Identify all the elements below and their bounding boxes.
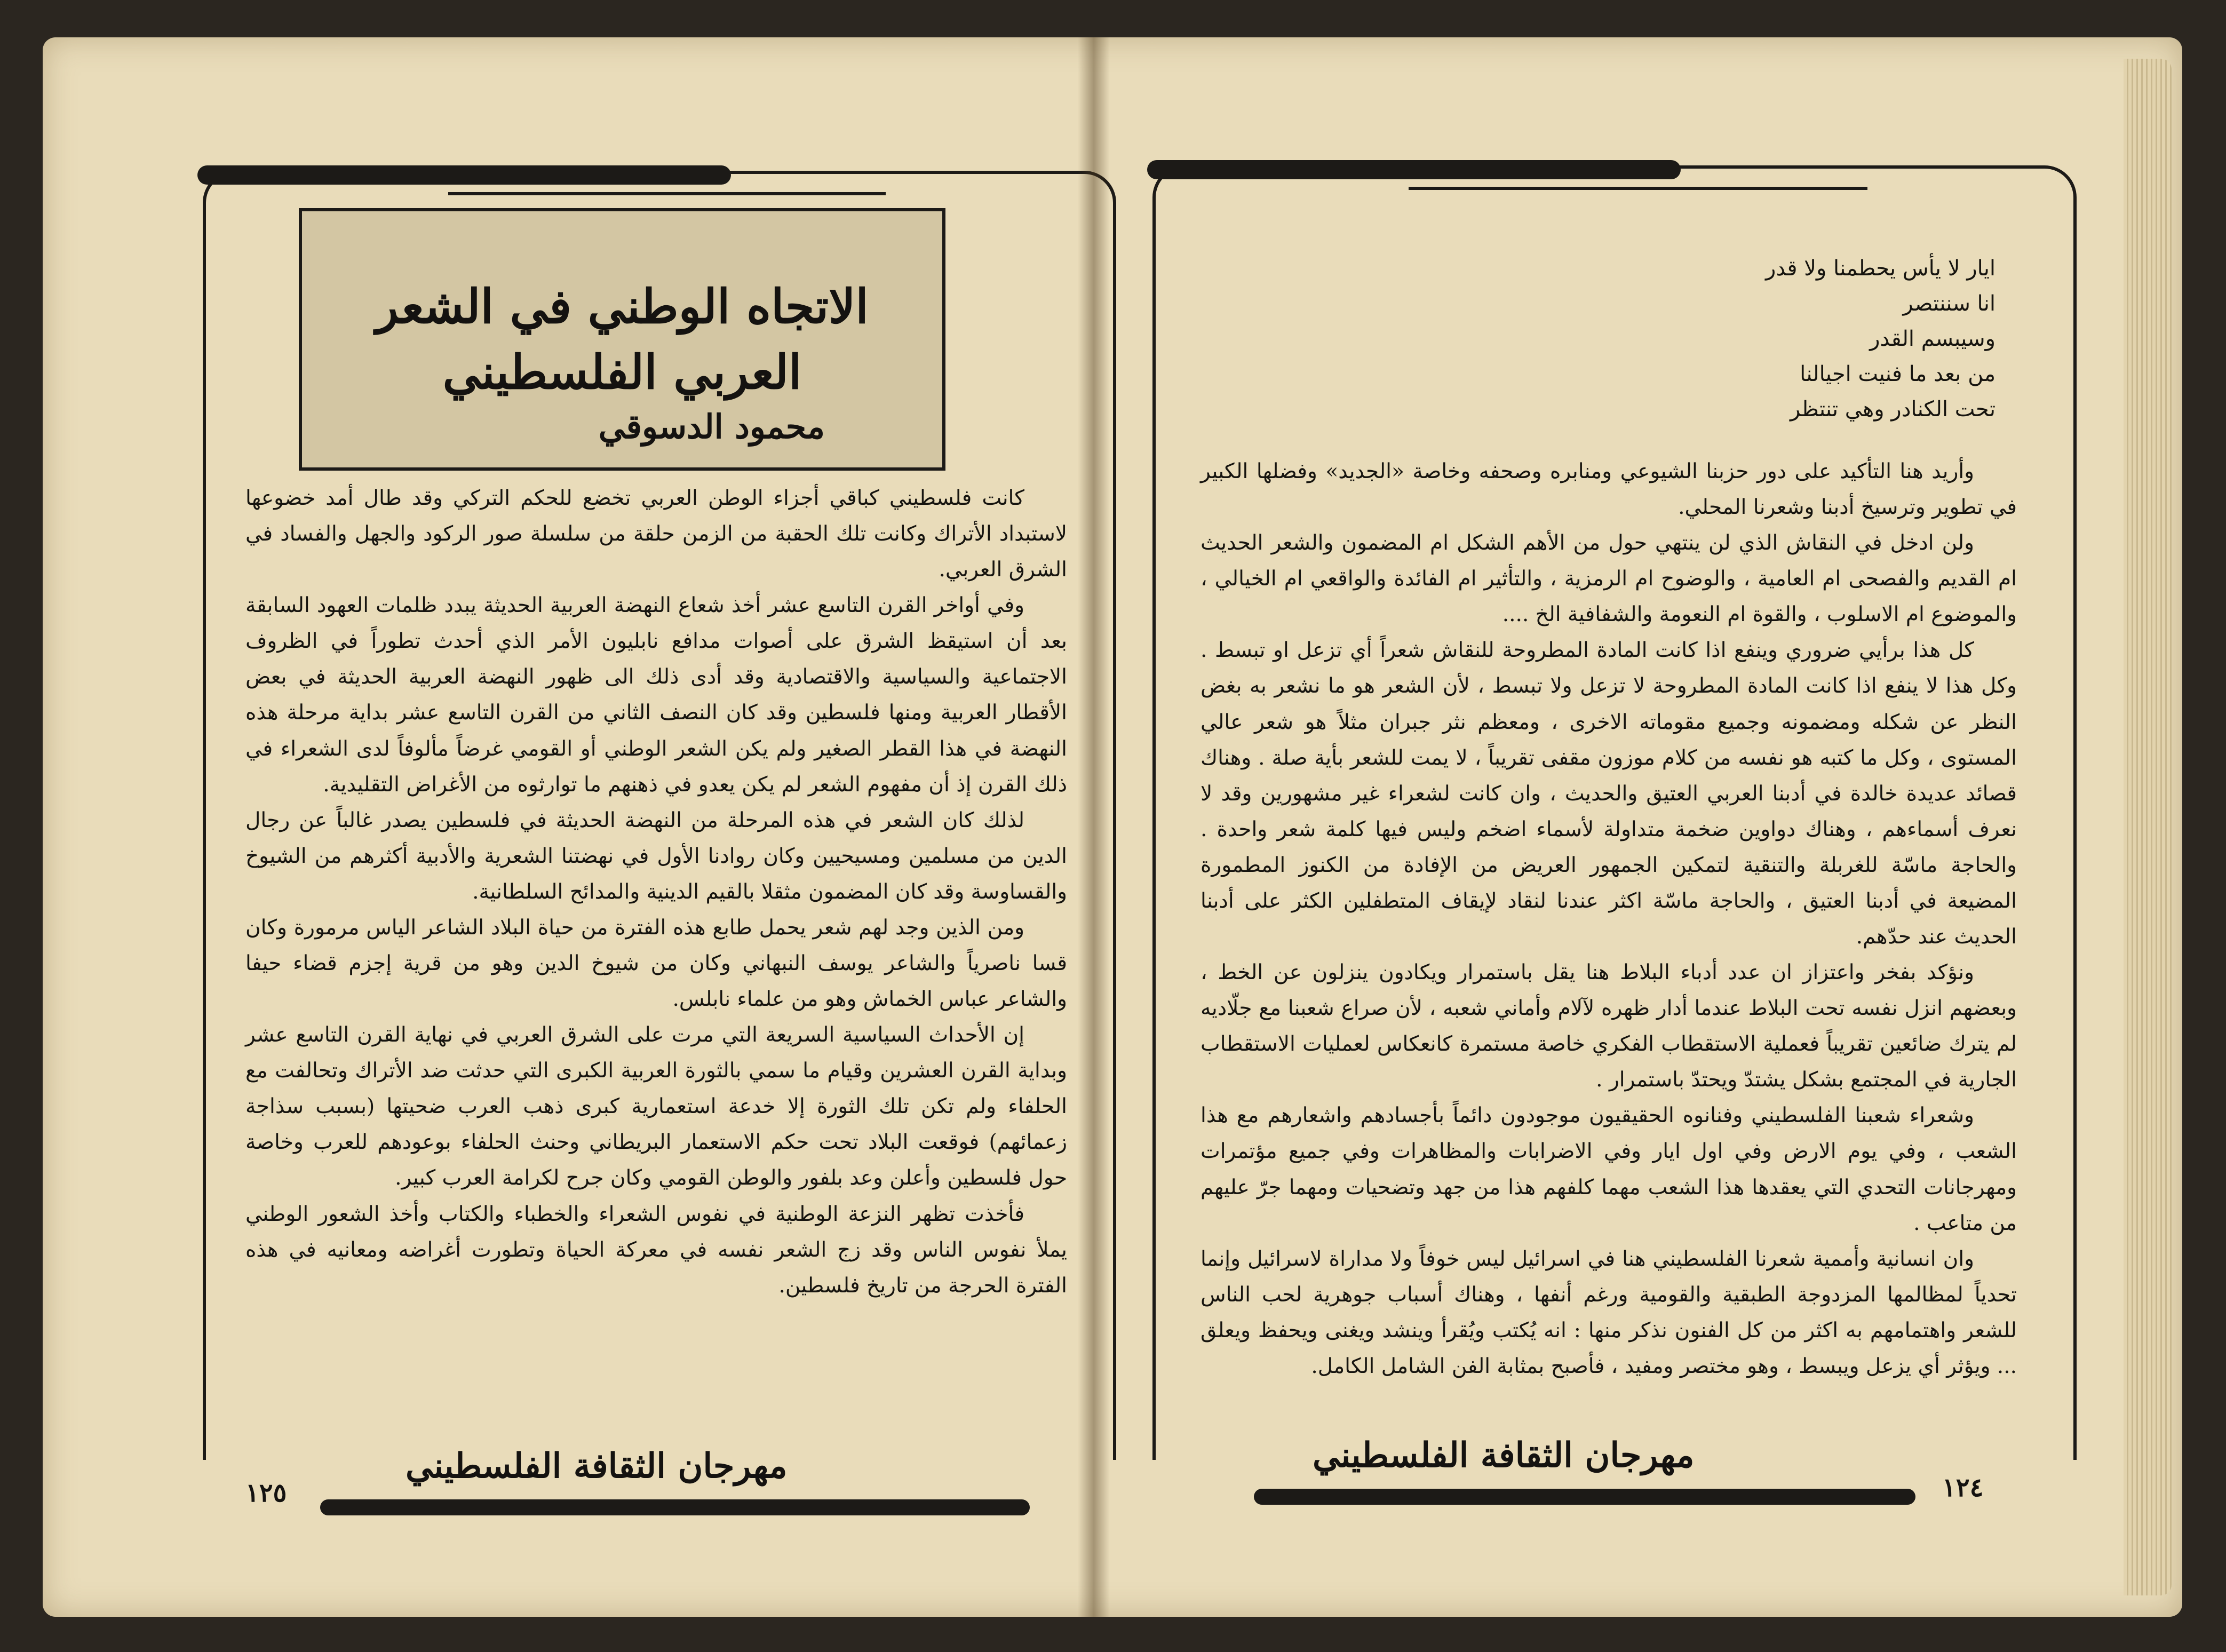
paragraph: كانت فلسطيني كباقي أجزاء الوطن العربي تخضع للحكم التركي وقد طال أمد خضوعها لاستبداد الأتراك وكانت تلك الحقبة من الزمن حلقة من سلسلة صور الركود والجهل والفساد في الشرق العربي. (245, 486, 1067, 582)
left-page (43, 37, 1078, 1617)
paragraph: إن الأحداث السياسية السريعة التي مرت على الشرق العربي في نهاية القرن التاسع عشر وبداية القرن العشرين وقيام ما سمي بالثورة العربية الكبرى التي حدثت ضد الأتراك وتحالفت مع الحلفاء ولم تكن تلك الثورة إلا خدعة استعمارية كبرى ذهب العرب ضحيتها (بسبب سذاجة زعمائهم) فوقعت البلاد تحت حكم الاستعمار البريطاني وحنث الحلفاء بوعودهم للعرب وخاصة حول فلسطين وأعلن وعد بلفور والوطن القومي وكان جرح لكرامة العرب كبير. (245, 1023, 1067, 1190)
left-header-rule (448, 192, 886, 195)
article-title-box (299, 208, 945, 471)
poem-line: تحت الكنادر وهي تنتظر (1790, 397, 1996, 422)
paragraph: ونؤكد بفخر واعتزاز ان عدد أدباء البلاط هنا يقل باستمرار ويكادون ينزلون عن الخط ، وبعضهم انزل نفسه تحت البلاط عندما أدار ظهره لآلام وأماني شعبه ، لأن صراع شعبنا مع جلّاديه لم يترك ضائعين تقريباً فعملية الاستقطاب الفكري خاصة مستمرة كانعكاس لعمليات الاستقطاب الجارية في المجتمع بشكل يشتدّ ويحتدّ باستمرار . (1201, 960, 2017, 1092)
left-body (245, 480, 1067, 1398)
right-footer-bar (1254, 1489, 1915, 1505)
paragraph: ولن ادخل في النقاش الذي لن ينتهي حول من الأهم الشكل ام المضمون والشعر الحديث ام القديم والفصحى ام العامية ، والوضوح ام الرمزية ، والتأثير ام الفائدة والواقعي ام الخيالي ، والموضوع ام الاسلوب ، والقوة ام النعومة والشفافية الخ .... (1201, 531, 2017, 627)
right-body (1201, 454, 2017, 1441)
paragraph: وأريد هنا التأكيد على دور حزبنا الشيوعي ومنابره وصحفه وخاصة «الجديد» وفضلها الكبير في تطوير وترسيخ أدبنا وشعرنا المحلي. (1201, 459, 2017, 520)
poem-line: من بعد ما فنيت اجيالنا (1800, 362, 1996, 386)
poem-line: ايار لا يأس يحطمنا ولا قدر (1766, 256, 1996, 281)
right-page-number: ١٢٤ (1942, 1473, 1984, 1503)
right-header-bar (1147, 160, 1681, 179)
book-gutter (1078, 37, 1110, 1617)
left-page-number: ١٢٥ (245, 1478, 287, 1508)
article-title-line2: العربي الفلسطيني (442, 344, 802, 400)
article-author: محمود الدسوقي (598, 407, 825, 446)
article-title-line1: الاتجاه الوطني في الشعر (376, 278, 869, 334)
paragraph: فأخذت تظهر النزعة الوطنية في نفوس الشعراء والخطباء والكتاب وأخذ الشعور الوطني يملأ نفوس الناس وقد زج الشعر نفسه في معركة الحياة وتطورت أغراضه ومعانيه في هذه الفترة الحرجة من تاريخ فلسطين. (245, 1202, 1067, 1298)
right-footer-title: مهرجان الثقافة الفلسطيني (1313, 1435, 1695, 1475)
left-header-bar (197, 165, 731, 185)
right-header-rule (1409, 187, 1867, 190)
left-footer-bar (320, 1499, 1030, 1515)
right-page (1110, 37, 2145, 1617)
paragraph: وشعراء شعبنا الفلسطيني وفنانوه الحقيقيون موجودون دائماً بأجسادهم واشعارهم مع هذا الشعب ، وفي يوم الارض وفي اول ايار وفي الاضرابات والمظاهرات وفي جميع مؤتمرات ومهرجانات التحدي التي يعقدها هذا الشعب مهما كلفهم هذا من جهد وتضحيات ومهما جرّ عليهم من متاعب . (1201, 1103, 2017, 1235)
poem-line: انا سننتصر (1903, 291, 1996, 316)
poem-block (1590, 251, 1996, 427)
paragraph: ومن الذين وجد لهم شعر يحمل طابع هذه الفترة من حياة البلاد الشاعر الياس مرمورة وكان قسا ناصرياً والشاعر يوسف النبهاني وكان من شيوخ الدين وهو من قرية إجزم قضاء حيفا والشاعر عباس الخماش وهو من علماء نابلس. (245, 915, 1067, 1012)
paragraph: لذلك كان الشعر في هذه المرحلة من النهضة الحديثة في فلسطين يصدر غالباً عن رجال الدين من مسلمين ومسيحيين وكان روادنا الأول في نهضتنا الشعرية والأدبية أكثرهم من الشيوخ والقساوسة وقد كان المضمون مثقلا بالقيم الدينية والمدائح السلطانية. (245, 808, 1067, 904)
poem-line: وسيبسم القدر (1870, 327, 1996, 351)
left-footer-title: مهرجان الثقافة الفلسطيني (406, 1446, 788, 1486)
paragraph: وفي أواخر القرن التاسع عشر أخذ شعاع النهضة العربية الحديثة يبدد ظلمات العهود السابقة بعد أن استيقظ الشرق على أصوات مدافع نابليون الأمر الذي أحدث تطوراً في الظروف الاجتماعية والسياسية والاقتصادية وقد أدى ذلك الى ظهور النهضة العربية الحديثة في بعض الأقطار العربية ومنها فلسطين وقد كان النصف الثاني من القرن التاسع عشر بداية مرحلة هذه النهضة في هذا القطر الصغير ولم يكن الشعر الوطني أو القومي غرضاً مألوفاً لدى الشعراء في ذلك القرن إذ أن مفهوم الشعر لم يكن يعدو في ذهنهم ما توارثوه من الأغراض التقليدية. (245, 593, 1067, 797)
paragraph: كل هذا برأيي ضروري وينفع اذا كانت المادة المطروحة للنقاش شعراً أي تزعل او تبسط . وكل هذا لا ينفع اذا كانت المادة المطروحة لا تزعل ولا تبسط ، لأن الشعر هو ما نشعر به بغض النظر عن شكله ومضمونه وجميع مقوماته الاخرى ، ومعظم نثر جبران مثلاً هو شعر عالي المستوى ، وكل ما كتبه هو نفسه من كلام موزون مقفى تقريباً ، لا يمت للشعر بأية صلة . وهناك قصائد عديدة خالدة في أدبنا العربي العتيق والحديث ، وان كانت لشعراء غير مشهورين وقد لا نعرف أسماءهم ، وهناك دواوين ضخمة متداولة لأسماء اضخم وليس فيها كلمة شعر واحدة . والحاجة ماسّة للغربلة والتنقية لتمكين الجمهور العريض من الإفادة من الكنوز المطمورة المضيعة في أدبنا العتيق ، والحاجة ماسّة اكثر عندنا لنقاد لإيقاف المتطفلين الكثر على أدبنا الحديث عند حدّهم. (1201, 638, 2017, 949)
paragraph: وان انسانية وأممية شعرنا الفلسطيني هنا في اسرائيل ليس خوفاً ولا مداراة لاسرائيل وإنما تحدياً لمظالمها المزدوجة الطبقية والقومية ورغم أنفها ، وهناك أسباب جوهرية لحب الناس للشعر واهتمامهم به اكثر من كل الفنون نذكر منها : انه يُكتب ويُقرأ وينشد ويغنى ويحفظ ويعلق ... ويؤثر أي يزعل ويبسط ، وهو مختصر ومفيد ، فأصبح بمثابة الفن الشامل الكامل. (1201, 1246, 2017, 1378)
